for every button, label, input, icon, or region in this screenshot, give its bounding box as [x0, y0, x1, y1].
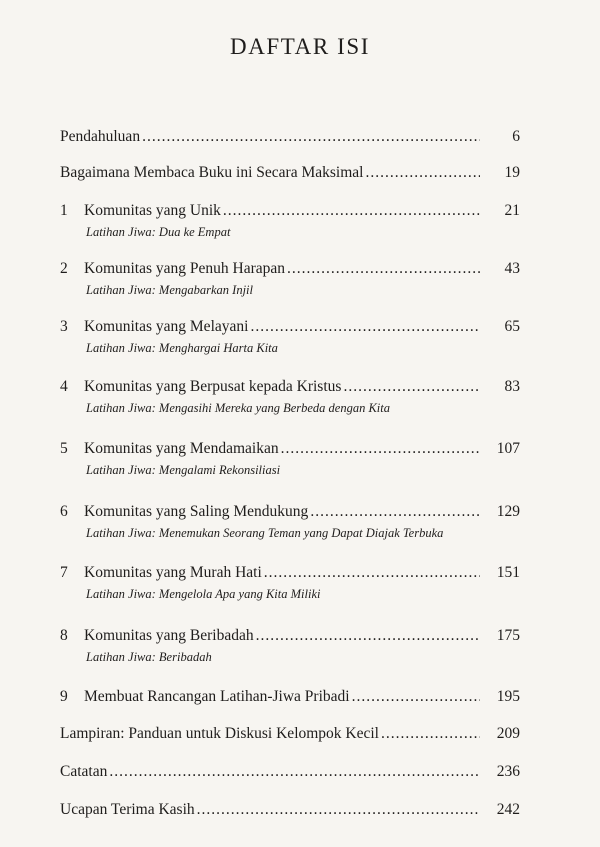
chapter-number: 4: [60, 378, 68, 395]
toc-entry: [60, 503, 520, 541]
chapter-number: 3: [60, 318, 68, 335]
toc-entry-page: 6: [512, 128, 520, 145]
toc-entry-page: 151: [496, 564, 520, 581]
toc-entry-page: 236: [496, 763, 520, 780]
toc-entry-page: 43: [504, 260, 520, 277]
toc-entry-page: 65: [504, 318, 520, 335]
chapter-number: 5: [60, 440, 68, 457]
toc-entry: [60, 801, 520, 819]
toc-entry: [60, 164, 520, 182]
toc-entry: [60, 202, 520, 240]
toc-entry-page: 107: [496, 440, 520, 457]
page-title: DAFTAR ISI: [229, 34, 371, 59]
toc-entry-page: 19: [504, 164, 520, 181]
toc-entry-subtitle: Latihan Jiwa: Mengelola Apa yang Kita Miliki: [86, 587, 321, 601]
dot-leader: [365, 164, 480, 182]
toc-entry-label: Komunitas yang Unik: [84, 202, 221, 219]
toc-entry: [60, 564, 520, 602]
toc-entry-subtitle: Latihan Jiwa: Dua ke Empat: [86, 225, 231, 239]
dot-leader: [109, 763, 480, 781]
toc-entry-page: 129: [496, 503, 520, 520]
dot-leader: [250, 318, 480, 336]
toc-entry-subtitle: Latihan Jiwa: Mengasihi Mereka yang Berbeda dengan Kita: [86, 401, 390, 415]
dot-leader: [281, 440, 480, 458]
dot-leader: [343, 378, 480, 396]
chapter-number: 2: [60, 260, 68, 277]
toc-entry-page: 242: [496, 801, 520, 818]
toc-entry-page: 209: [496, 725, 520, 742]
chapter-number: 8: [60, 627, 68, 644]
toc-entry-subtitle: Latihan Jiwa: Menemukan Seorang Teman yang Dapat Diajak Terbuka: [86, 526, 444, 540]
toc-entry-page: 21: [504, 202, 520, 219]
chapter-number: 1: [60, 202, 68, 219]
toc-entry: [60, 763, 520, 781]
toc-entry: [60, 688, 520, 706]
toc-entry: [60, 378, 520, 416]
toc-entry-label: Ucapan Terima Kasih: [60, 801, 195, 818]
toc-entry-label: Bagaimana Membaca Buku ini Secara Maksimal: [60, 164, 364, 181]
toc-entry-page: 175: [496, 627, 520, 644]
toc-entry-label: Komunitas yang Penuh Harapan: [84, 260, 286, 277]
dot-leader: [223, 202, 480, 220]
toc-entry-label: Pendahuluan: [60, 128, 141, 145]
toc-entry-label: Komunitas yang Melayani: [84, 318, 249, 335]
toc-entry: [60, 725, 520, 743]
dot-leader: [310, 503, 480, 521]
toc-entry-label: Lampiran: Panduan untuk Diskusi Kelompok Kecil: [60, 725, 379, 742]
chapter-number: 6: [60, 503, 68, 520]
toc-entry-label: Komunitas yang Saling Mendukung: [84, 503, 309, 520]
toc-entry-subtitle: Latihan Jiwa: Mengalami Rekonsiliasi: [86, 463, 281, 477]
toc-entry-subtitle: Latihan Jiwa: Mengabarkan Injil: [86, 283, 253, 297]
toc-entry-label: Komunitas yang Mendamaikan: [84, 440, 279, 457]
dot-leader: [197, 801, 480, 819]
toc-entry: [60, 260, 520, 298]
dot-leader: [142, 128, 480, 146]
toc-entry-subtitle: Latihan Jiwa: Menghargai Harta Kita: [86, 341, 278, 355]
toc-entry: [60, 318, 520, 356]
toc-entry: [60, 627, 520, 665]
toc-entry: [60, 440, 520, 478]
chapter-number: 7: [60, 564, 68, 581]
dot-leader: [381, 725, 480, 743]
toc-entry-label: Catatan: [60, 763, 108, 780]
toc-entry: [60, 128, 520, 146]
toc-entry-page: 83: [504, 378, 520, 395]
toc-entry-label: Komunitas yang Murah Hati: [84, 564, 262, 581]
dot-leader: [256, 627, 480, 645]
dot-leader: [287, 260, 480, 278]
chapter-number: 9: [60, 688, 68, 705]
dot-leader: [352, 688, 480, 706]
toc-entry-label: Membuat Rancangan Latihan-Jiwa Pribadi: [84, 688, 350, 705]
toc-entry-label: Komunitas yang Beribadah: [84, 627, 254, 644]
toc-entry-page: 195: [496, 688, 520, 705]
toc-entry-label: Komunitas yang Berpusat kepada Kristus: [84, 378, 342, 395]
toc-entry-subtitle: Latihan Jiwa: Beribadah: [86, 650, 212, 664]
dot-leader: [264, 564, 480, 582]
